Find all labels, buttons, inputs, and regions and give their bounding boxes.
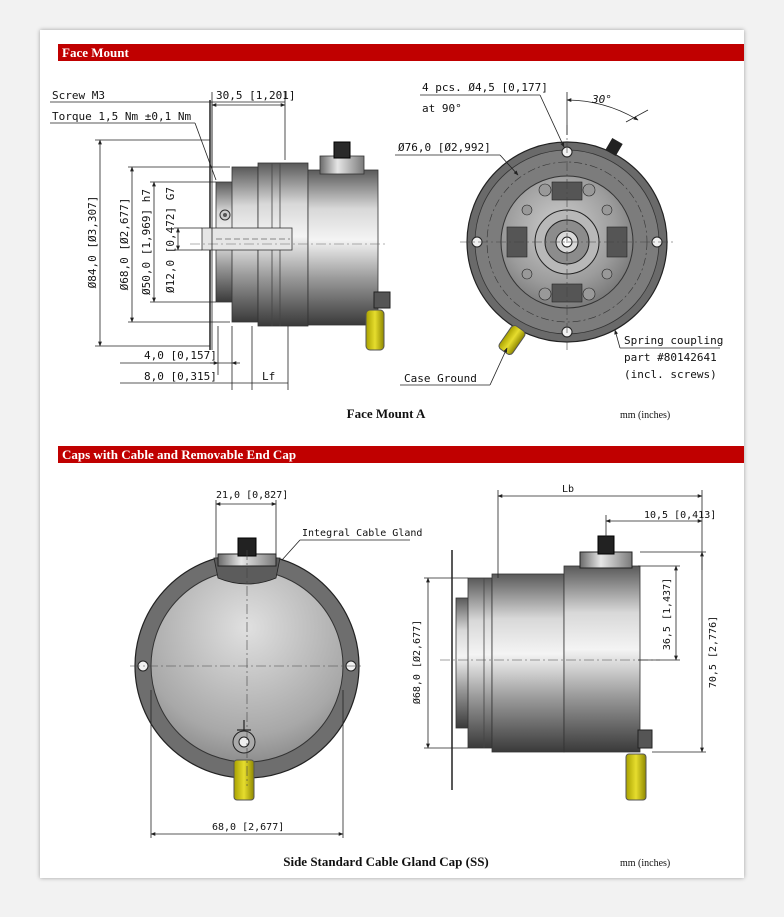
label-dim-10-5: 10,5 [0,413] bbox=[644, 510, 717, 521]
label-dim-76: Ø76,0 [Ø2,992] bbox=[398, 141, 491, 154]
label-dim-36-5: 36,5 [1,437] bbox=[662, 577, 673, 651]
face-mount-front-view bbox=[460, 125, 674, 356]
label-dim-68-side: Ø68,0 [Ø2,677] bbox=[412, 619, 423, 705]
datasheet-page bbox=[40, 30, 744, 878]
technical-drawing bbox=[40, 30, 744, 878]
label-dim-21: 21,0 [0,827] bbox=[216, 490, 289, 501]
label-holes-angle: at 90° bbox=[422, 102, 462, 115]
label-lb: Lb bbox=[562, 484, 575, 495]
label-dim-70-5: 70,5 [2,776] bbox=[708, 615, 719, 689]
section-header-cable-cap: Caps with Cable and Removable End Cap bbox=[58, 446, 744, 463]
section-header-face-mount: Face Mount bbox=[58, 44, 744, 61]
label-dim-8: 8,0 [0,315] bbox=[144, 370, 217, 383]
label-cable-gland: Integral Cable Gland bbox=[302, 528, 423, 539]
label-coupling-part: part #80142641 bbox=[624, 351, 717, 364]
label-case-ground: Case Ground bbox=[404, 372, 477, 385]
face-mount-side-view bbox=[190, 100, 390, 350]
cable-cap-side-view bbox=[440, 536, 660, 800]
label-dim-84: Ø84,0 [Ø3,307] bbox=[86, 195, 99, 289]
label-dim-30-5: 30,5 [1,201] bbox=[216, 89, 296, 102]
label-torque: Torque 1,5 Nm ±0,1 Nm bbox=[52, 110, 192, 123]
units-cable-cap: mm (inches) bbox=[620, 858, 671, 869]
label-dim-68-bottom: 68,0 [2,677] bbox=[212, 822, 285, 833]
label-holes-count: 4 pcs. Ø4,5 [0,177] bbox=[422, 81, 548, 94]
label-lf: Lf bbox=[262, 370, 276, 383]
caption-face-mount: Face Mount A bbox=[346, 406, 426, 421]
units-face-mount: mm (inches) bbox=[620, 410, 671, 421]
label-dim-50: Ø50,0 [1,969] h7 bbox=[140, 189, 153, 295]
label-dim-68: Ø68,0 [Ø2,677] bbox=[118, 197, 131, 291]
label-screw: Screw M3 bbox=[52, 89, 105, 102]
label-coupling-screws: (incl. screws) bbox=[624, 368, 717, 381]
label-dim-12: Ø12,0 [0,472] G7 bbox=[164, 187, 177, 293]
cable-cap-front-view bbox=[130, 538, 364, 800]
label-coupling-name: Spring coupling bbox=[624, 334, 724, 347]
label-angle-30: 30° bbox=[592, 93, 612, 106]
label-dim-4: 4,0 [0,157] bbox=[144, 349, 217, 362]
caption-cable-cap: Side Standard Cable Gland Cap (SS) bbox=[283, 854, 489, 869]
